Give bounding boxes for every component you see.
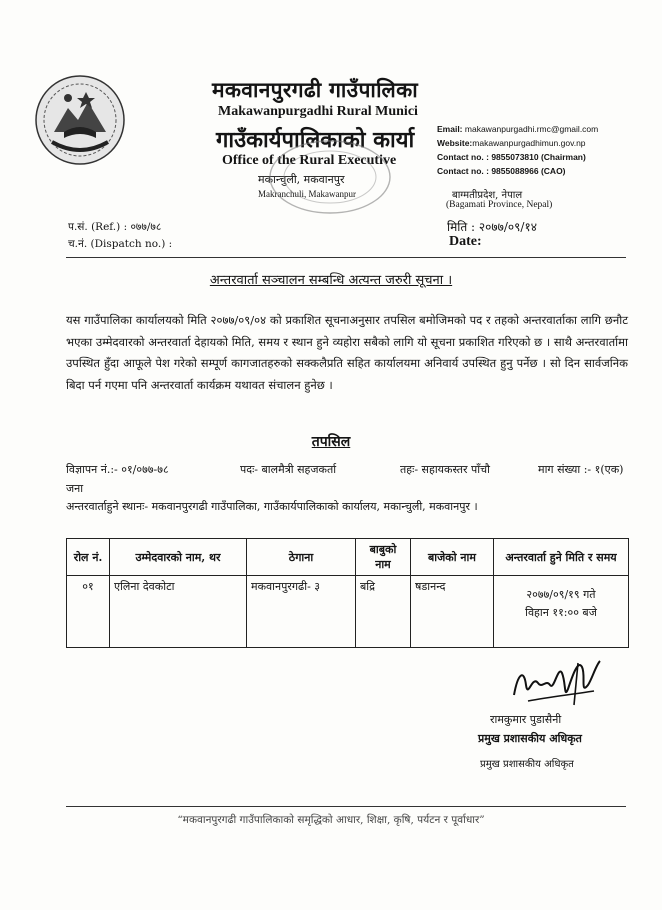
office-location-en: Makranchuli, Makawanpur	[258, 189, 356, 199]
date-np: मिति : २०७७/०९/१४	[447, 220, 537, 234]
col-grandfather-name: बाजेको नाम	[411, 539, 494, 576]
post-name: पदः- बालमैत्री सहजकर्ता	[240, 463, 337, 476]
demand-count: माग संख्या :- १(एक)	[538, 463, 624, 476]
footer-divider	[66, 806, 626, 807]
col-father-name: बाबुको नाम	[356, 539, 411, 576]
ad-number: विज्ञापन नं.:- ०१/०७७-७८	[66, 463, 169, 476]
post-level: तहः- सहायकस्तर पाँचौ	[400, 463, 490, 476]
dispatch-number: च.नं. (Dispatch no.) :	[68, 238, 173, 250]
contact-cao: 9855088966 (CAO)	[491, 166, 566, 176]
footer-slogan: “मकवानपुरगढी गाउँपालिकाको समृद्धिको आधार, शिक्षा, कृषि, पर्यटन र पूर्वाधार”	[177, 814, 485, 826]
office-name-en: Office of the Rural Executive	[222, 153, 397, 168]
col-address: ठेगाना	[247, 539, 356, 576]
table-header-row	[67, 539, 629, 576]
contact-block: Email: makawanpurgadhi.rmc@gmail.com Website:makawanpurgadhimun.gov.np Contact no. : 9855073810 (Chairman) Contact no. : 9855088966 (CAO)	[437, 124, 599, 176]
header-divider	[66, 257, 626, 258]
handwritten-signature	[508, 655, 604, 715]
cell-roll: ०१	[67, 576, 110, 648]
email-value[interactable]: makawanpurgadhi.rmc@gmail.com	[464, 124, 599, 134]
office-seal-stamp	[255, 132, 405, 222]
municipality-name-np: मकवानपुरगढी गाउँपालिका	[212, 77, 418, 102]
col-candidate-name: उम्मेदवारको नाम, थर	[110, 539, 247, 576]
reference-number: प.सं. (Ref.) : ०७७/७८	[68, 221, 162, 233]
notice-subject: अन्तरवार्ता सञ्चालन सम्बन्धि अत्यन्त जरुरी सूचना ।	[209, 273, 453, 288]
date-en-label: Date:	[449, 234, 482, 249]
col-interview-datetime: अन्तरवार्ता हुने मिति र समय	[494, 539, 629, 576]
cell-interview-datetime: २०७७/०९/१९ गते विहान ११:०० बजे	[494, 576, 629, 648]
province-en: (Bagamati Province, Nepal)	[446, 200, 553, 210]
province-np: बाग्मतीप्रदेश, नेपाल	[452, 190, 523, 201]
website-value[interactable]: makawanpurgadhimun.gov.np	[472, 138, 586, 148]
interview-venue: अन्तरवार्ताहुने स्थानः- मकवानपुरगढी गाउँपालिका, गाउँकार्यपालिकाको कार्यालय, मकान्चुली, मकवानपुर ।	[66, 500, 478, 513]
cell-father-name: बद्रि	[356, 576, 411, 648]
table-row	[67, 576, 629, 648]
signatory-post: प्रमुख प्रशासकीय अधिकृत	[478, 732, 582, 745]
cell-grandfather-name: षडानन्द	[411, 576, 494, 648]
contact-chairman: 9855073810 (Chairman)	[491, 152, 586, 162]
tapasil-heading: तपसिल	[311, 434, 351, 450]
signatory-stamp: प्रमुख प्रशासकीय अधिकृत	[480, 759, 574, 770]
notice-body: यस गाउँपालिका कार्यालयको मिति २०७७/०९/०४ को प्रकाशित सूचनाअनुसार तपसिल बमोजिमको पद र तहको अन्तरवार्ताका लागि छनौट भएका उम्मेदवारको अन्तरवार्ता देहायको मिति, समय र स्थान हुने व्यहोरा सबैको लागि यो सूचना प्रकाशित गरिएको छ । साथै अन्तरवार्तामा उपस्थित हुँदा आफूले पेश गरेको सम्पूर्ण कागजातहरुको सक्कलैप्रति सहित कार्यालयमा अनिवार्य उपस्थित हुनु पर्नेछ । सो दिन सार्वजनिक बिदा पर्न गएमा पनि अन्तरवार्ता कार्यक्रम यथावत संचालन हुनेछ ।	[66, 313, 628, 392]
office-location-np: मकान्चुली, मकवानपुर	[258, 173, 345, 186]
cell-candidate-name: एलिना देवकोटा	[110, 576, 247, 648]
municipality-name-en: Makawanpurgadhi Rural Munici	[218, 104, 418, 119]
candidate-table	[66, 538, 629, 648]
office-name-np: गाउँकार्यपालिकाको कार्या	[216, 127, 415, 153]
cell-address: मकवानपुरगढी- ३	[247, 576, 356, 648]
col-roll: रोल नं.	[67, 539, 110, 576]
nepal-emblem-icon	[34, 74, 126, 166]
demand-count-cont: जना	[66, 482, 84, 495]
signatory-name: रामकुमार पुडासैनी	[490, 713, 562, 726]
